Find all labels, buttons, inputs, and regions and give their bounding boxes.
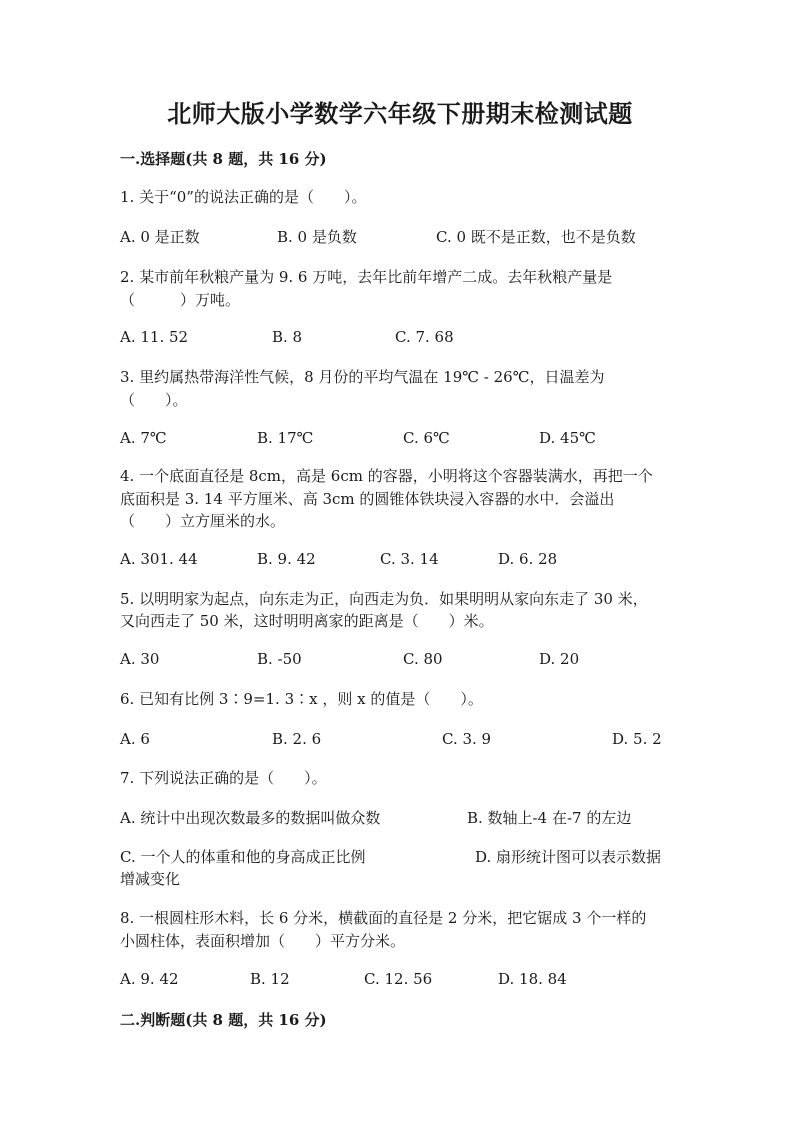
question-4-text-line1: 4. 一个底面直径是 8cm，高是 6cm 的容器，小明将这个容器装满水，再把一个 (120, 467, 653, 485)
q2-option-b: B. 8 (272, 328, 303, 346)
q8-option-c: C. 12. 56 (364, 970, 433, 988)
question-3-text-line1: 3. 里约属热带海洋性气候，8 月份的平均气温在 19℃ - 26℃，日温差为 (120, 368, 605, 386)
question-8-text-line2: 小圆柱体，表面积增加（ ）平方分米。 (120, 932, 406, 950)
q2-option-a: A. 11. 52 (120, 328, 189, 346)
q5-option-d: D. 20 (539, 650, 580, 668)
question-1-text: 1. 关于“0”的说法正确的是（ ）。 (120, 188, 367, 206)
q7-option-d-continued: 增减变化 (120, 870, 181, 888)
q5-option-b: B. -50 (257, 650, 302, 668)
q8-option-a: A. 9. 42 (120, 970, 179, 988)
q4-option-c: C. 3. 14 (380, 550, 439, 568)
q7-option-d: D. 扇形统计图可以表示数据 (475, 848, 662, 866)
q6-option-a: A. 6 (120, 730, 150, 748)
q1-option-a: A. 0 是正数 (120, 228, 200, 246)
question-2-text-line1: 2. 某市前年秋粮产量为 9. 6 万吨，去年比前年增产二成。去年秋粮产量是 (120, 268, 613, 286)
q1-option-c: C. 0 既不是正数，也不是负数 (436, 228, 636, 246)
q3-option-c: C. 6℃ (403, 429, 450, 447)
q2-option-c: C. 7. 68 (395, 328, 454, 346)
q5-option-c: C. 80 (403, 650, 443, 668)
q8-option-d: D. 18. 84 (498, 970, 567, 988)
q8-option-b: B. 12 (250, 970, 290, 988)
q3-option-a: A. 7℃ (120, 429, 167, 447)
question-8-text-line1: 8. 一根圆柱形木料，长 6 分米，横截面的直径是 2 分米，把它锯成 3 个一样的 (120, 909, 647, 927)
q3-option-b: B. 17℃ (257, 429, 314, 447)
question-4-text-line3: （ ）立方厘米的水。 (120, 512, 286, 530)
question-5-text-line1: 5. 以明明家为起点，向东走为正，向西走为负．如果明明从家向东走了 30 米， (120, 590, 648, 608)
q7-option-c: C. 一个人的体重和他的身高成正比例 (120, 848, 366, 866)
question-3-text-line2: （ ）。 (120, 391, 188, 409)
q6-option-d: D. 5. 2 (612, 730, 662, 748)
q4-option-b: B. 9. 42 (257, 550, 316, 568)
q5-option-a: A. 30 (120, 650, 160, 668)
question-4-text-line2: 底面积是 3. 14 平方厘米、高 3cm 的圆锥体铁块浸入容器的水中．会溢出 (120, 490, 615, 508)
q6-option-c: C. 3. 9 (442, 730, 492, 748)
page-title: 北师大版小学数学六年级下册期末检测试题 (167, 99, 633, 128)
question-7-text: 7. 下列说法正确的是（ ）。 (120, 769, 327, 787)
q7-option-a: A. 统计中出现次数最多的数据叫做众数 (120, 809, 381, 827)
question-5-text-line2: 又向西走了 50 米，这时明明离家的距离是（ ）米。 (120, 612, 494, 630)
question-2-text-line2: （ ）万吨。 (120, 291, 241, 309)
q7-option-b: B. 数轴上-4 在-7 的左边 (467, 809, 632, 827)
q6-option-b: B. 2. 6 (272, 730, 322, 748)
q4-option-d: D. 6. 28 (498, 550, 558, 568)
section-heading-judgment: 二.判断题(共 8 题，共 16 分) (120, 1011, 327, 1029)
q4-option-a: A. 301. 44 (120, 550, 198, 568)
q1-option-b: B. 0 是负数 (277, 228, 357, 246)
question-6-text: 6. 已知有比例 3∶9=1. 3∶x ，则 x 的值是（ ）。 (120, 690, 483, 708)
q3-option-d: D. 45℃ (539, 429, 596, 447)
section-heading-choice: 一.选择题(共 8 题，共 16 分) (120, 150, 327, 168)
